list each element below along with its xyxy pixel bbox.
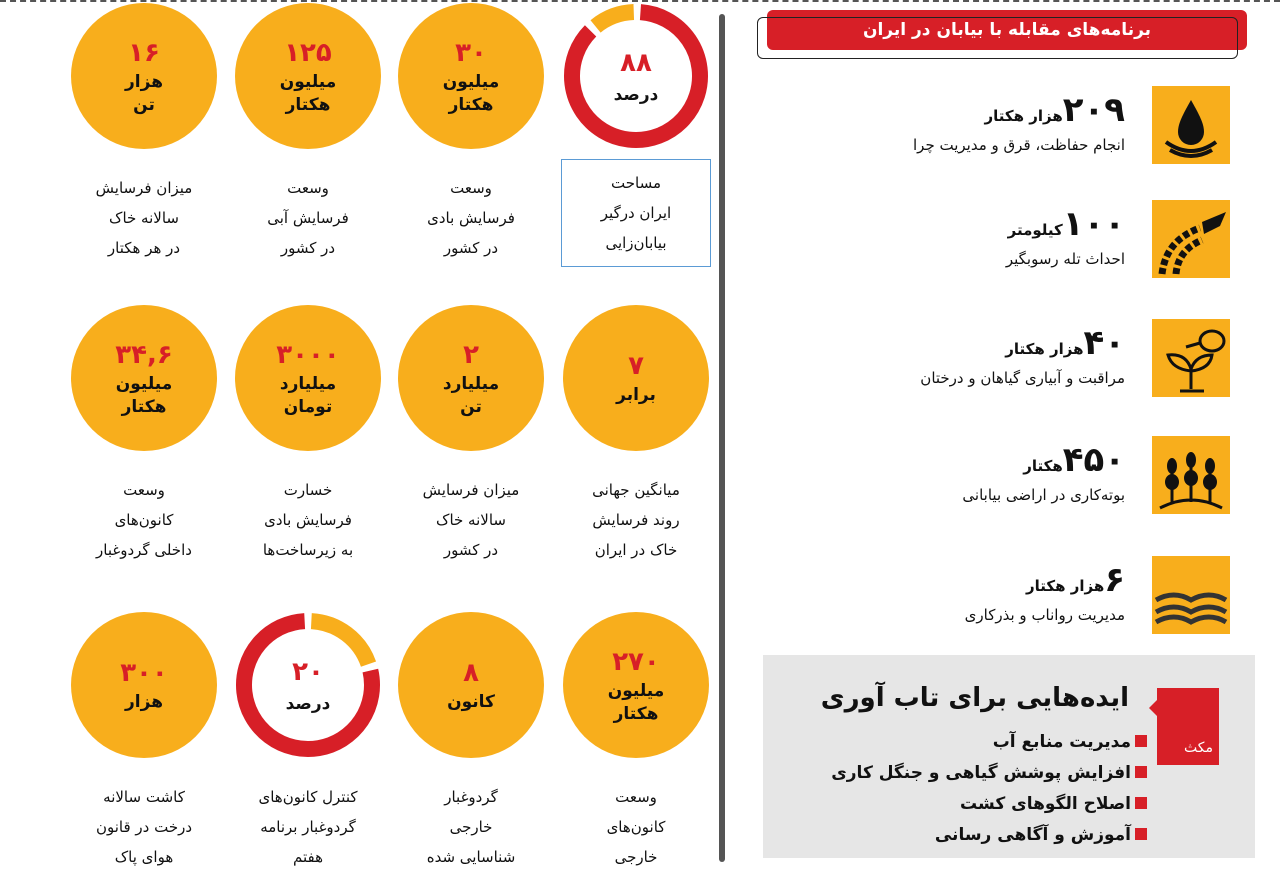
section-title: برنامه‌های مقابله با بیابان در ایران [767,10,1247,50]
stat-circle: ۳۰۰۰ میلیارد تومان [235,305,381,451]
water-drop-icon [1152,86,1230,164]
bullet-icon [1135,828,1147,840]
program-item: ۴۵۰هکتار بوته‌کاری در اراضی بیابانی [800,436,1230,516]
donut-chart: ۲۰ درصد [235,612,381,758]
stat-card [228,612,388,872]
bullet-icon [1135,797,1147,809]
stat-description: مساحت ایران درگیر بیابان‌زایی [561,159,711,267]
stat-card [391,3,551,263]
stat-circle: ۷ برابر [563,305,709,451]
stat-card [556,3,716,267]
bullet-icon [1135,766,1147,778]
stat-circle: ۲ میلیارد تن [398,305,544,451]
program-item: ۲۰۹هزار هکتار انجام حفاظت، قرق و مدیریت چرا [800,86,1230,166]
wheat-icon [1152,436,1230,514]
title-outline [757,17,1238,59]
stat-circle: ۳۰ میلیون هکتار [398,3,544,149]
stat-description: میانگین جهانی روند فرسایش خاک در ایران [592,481,680,559]
stat-card [228,305,388,565]
watering-plant-icon [1152,319,1230,397]
idea-item: آموزش و آگاهی رسانی [831,820,1147,851]
stat-description: وسعت کانون‌های خارجی [606,788,666,866]
stat-card [64,305,224,565]
stat-card [556,305,716,565]
stat-description: میزان فرسایش سالانه خاک در کشور [422,481,520,559]
program-item: ۴۰هزار هکتار مراقبت و آبیاری گیاهان و درختان [800,319,1230,399]
stat-card [228,3,388,263]
stat-description: کاشت سالانه درخت در قانون هوای پاک [95,788,193,866]
stat-card [64,612,224,872]
waves-icon [1152,556,1230,634]
stat-description: وسعت فرسایش آبی در کشور [267,179,349,257]
stat-card [391,612,551,872]
program-item: ۶هزار هکتار مدیریت رواناب و بذرکاری [800,556,1230,636]
stat-description: وسعت کانون‌های داخلی گردوغبار [96,481,192,559]
stat-card [64,3,224,263]
stat-circle: ۱۲۵ میلیون هکتار [235,3,381,149]
idea-item: مدیریت منابع آب [831,727,1147,758]
stat-description: خسارت فرسایش بادی به زیرساخت‌ها [262,481,354,559]
makth-tag: مکث [1157,688,1219,765]
stat-circle: ۲۷۰ میلیون هکتار [563,612,709,758]
donut-chart: ۸۸ درصد [563,3,709,149]
stat-circle: ۱۶ هزار تن [71,3,217,149]
sediment-trap-icon [1152,200,1230,278]
bullet-icon [1135,735,1147,747]
idea-item: اصلاح الگوهای کشت [831,789,1147,820]
ideas-title: ایده‌هایی برای تاب آوری [820,683,1129,713]
stat-description: میزان فرسایش سالانه خاک در هر هکتار [95,179,193,257]
stat-description: کنترل کانون‌های گردوغبار برنامه هفتم [258,788,358,866]
ideas-box [763,655,1255,858]
stat-card [391,305,551,565]
stat-description: وسعت فرسایش بادی در کشور [427,179,515,257]
stat-circle: ۸ کانون [398,612,544,758]
ideas-list [831,727,1147,851]
stat-card [556,612,716,872]
stat-circle: ۳۰۰ هزار [71,612,217,758]
stat-circle: ۳۴,۶ میلیون هکتار [71,305,217,451]
column-divider [719,14,725,862]
program-item: ۱۰۰کیلومتر احداث تله رسوبگیر [800,200,1230,280]
idea-item: افزایش پوشش گیاهی و جنگل کاری [831,758,1147,789]
stat-description: گردوغبار خارجی شناسایی شده [426,788,516,866]
